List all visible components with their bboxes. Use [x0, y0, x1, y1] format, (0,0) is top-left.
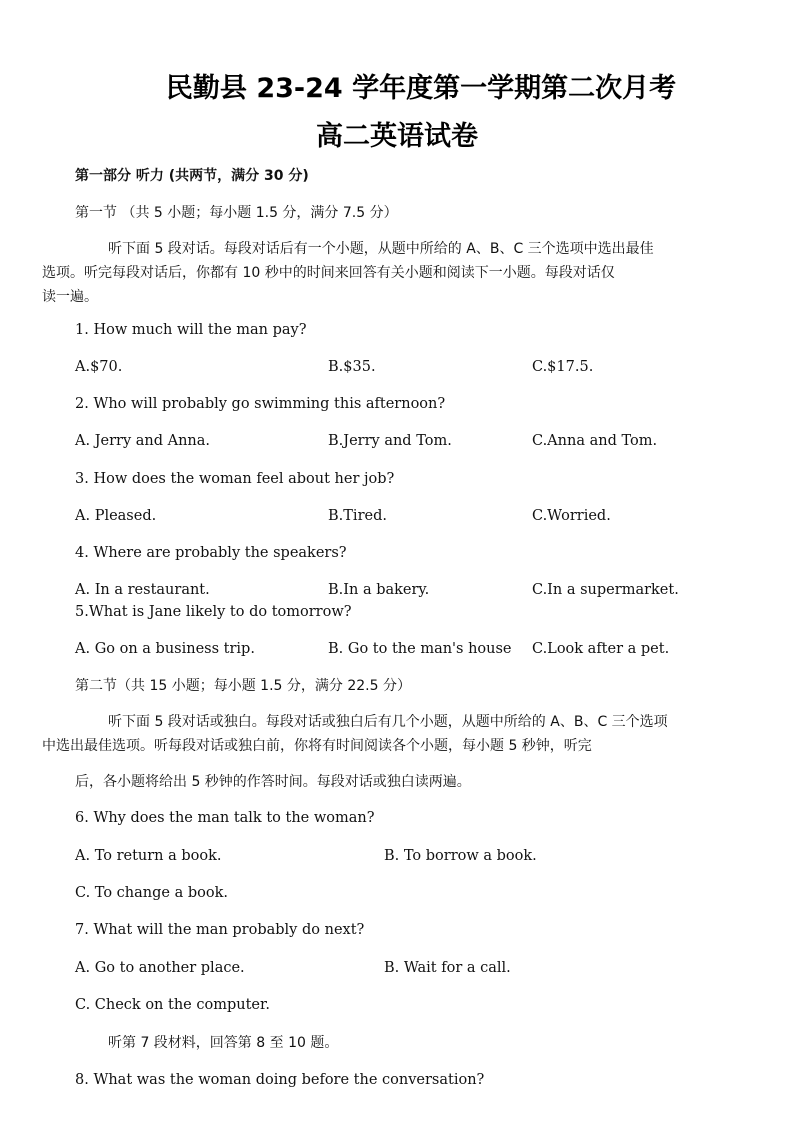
section2-instructions-line3: 后，各小题将给出 5 秒钟的作答时间。每段对话或独白读两遍。 — [75, 774, 471, 790]
question-8: 8. What was the woman doing before the conversation? — [75, 1072, 485, 1088]
section1-instructions — [42, 237, 721, 309]
question-6: 6. Why does the man talk to the woman? — [75, 810, 375, 826]
q5-option-b: B. Go to the man's house — [328, 641, 512, 657]
material-7-note: 听第 7 段材料，回答第 8 至 10 题。 — [108, 1035, 339, 1051]
q2-option-a: A. Jerry and Anna. — [75, 433, 211, 449]
section2-instructions — [42, 710, 721, 758]
q3-option-b: B.Tired. — [328, 508, 387, 524]
part1-heading: 第一部分 听力 (共两节，满分 30 分) — [75, 168, 309, 184]
q7-option-a: A. Go to another place. — [75, 960, 245, 976]
question-3: 3. How does the woman feel about her job? — [75, 471, 395, 487]
q4-option-a: A. In a restaurant. — [75, 582, 210, 598]
q1-option-b: B.$35. — [328, 359, 376, 375]
q4-option-b: B.In a bakery. — [328, 582, 430, 598]
exam-title: 民勤县 23-24 学年度第一学期第二次月考 — [165, 73, 677, 104]
question-4: 4. Where are probably the speakers? — [75, 545, 347, 561]
question-2: 2. Who will probably go swimming this afternoon? — [75, 396, 446, 412]
q2-option-b: B.Jerry and Tom. — [328, 433, 452, 449]
q5-option-c: C.Look after a pet. — [532, 641, 670, 657]
q3-option-a: A. Pleased. — [75, 508, 157, 524]
section2-instructions-line2: 中选出最佳选项。听每段对话或独白前，你将有时间阅读各个小题，每小题 5 秒钟，听完 — [42, 738, 592, 754]
section1-heading: 第一节 （共 5 小题；每小题 1.5 分，满分 7.5 分） — [75, 205, 398, 221]
q3-option-c: C.Worried. — [532, 508, 611, 524]
section1-instructions-line2: 选项。听完每段对话后，你都有 10 秒中的时间来回答有关小题和阅读下一小题。每段对话仅 — [42, 265, 615, 281]
section1-instructions-line1: 听下面 5 段对话。每段对话后有一个小题，从题中所给的 A、B、C 三个选项中选出最佳 — [108, 241, 654, 257]
q6-option-c: C. To change a book. — [75, 885, 228, 901]
q6-option-a: A. To return a book. — [75, 848, 222, 864]
q1-option-c: C.$17.5. — [532, 359, 594, 375]
question-1: 1. How much will the man pay? — [75, 322, 307, 338]
question-7: 7. What will the man probably do next? — [75, 922, 365, 938]
section1-instructions-line3: 读一遍。 — [42, 289, 98, 305]
q1-option-a: A.$70. — [75, 359, 123, 375]
q6-option-b: B. To borrow a book. — [384, 848, 537, 864]
exam-subtitle: 高二英语试卷 — [316, 121, 478, 152]
q2-option-c: C.Anna and Tom. — [532, 433, 658, 449]
question-5: 5.What is Jane likely to do tomorrow? — [75, 604, 352, 620]
q5-option-a: A. Go on a business trip. — [75, 641, 255, 657]
q7-option-c: C. Check on the computer. — [75, 997, 270, 1013]
q4-option-c: C.In a supermarket. — [532, 582, 679, 598]
section2-instructions-line1: 听下面 5 段对话或独白。每段对话或独白后有几个小题，从题中所给的 A、B、C 三个选项 — [108, 714, 668, 730]
q7-option-b: B. Wait for a call. — [384, 960, 511, 976]
section2-heading: 第二节（共 15 小题；每小题 1.5 分，满分 22.5 分） — [75, 678, 411, 694]
